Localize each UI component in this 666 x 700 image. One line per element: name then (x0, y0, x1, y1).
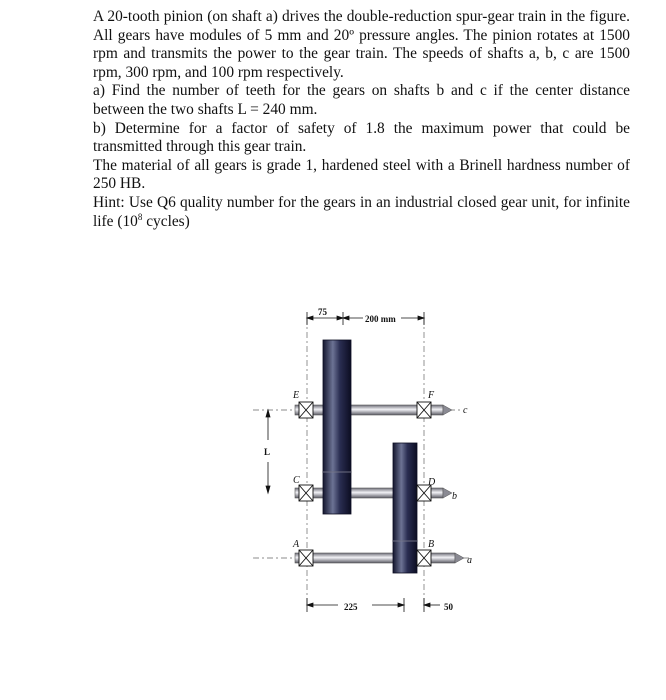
bearing-E-symbol (299, 402, 313, 418)
bearing-A-symbol (299, 550, 313, 566)
question-b: b) Determine for a factor of safety of 1.8 the maximum power that could be transmitted through this gear train. (93, 119, 630, 156)
pinion-a (393, 541, 417, 573)
bearing-C-label: C (293, 475, 300, 486)
shaft-c-label: c (463, 405, 468, 416)
dim-50-label: 50 (444, 602, 453, 612)
hint-text: Hint: Use Q6 quality number for the gears in an industrial closed gear unit, for infinite life (10 (93, 193, 630, 230)
bearing-B-symbol (417, 550, 431, 566)
dim-75-label: 75 (318, 307, 327, 317)
bottom-dimensions (307, 598, 440, 612)
shaft-b-tip (443, 488, 452, 498)
bearing-D-label: D (428, 477, 436, 488)
material-note: The material of all gears is grade 1, hardened steel with a Brinell hardness number of 250 HB. (93, 156, 630, 193)
dim-225-label: 225 (344, 602, 358, 612)
shaft-b-label: b (452, 491, 457, 502)
shaft-a-tip (455, 553, 464, 563)
bearing-A-label: A (293, 539, 300, 550)
hint-tail: cycles) (142, 212, 190, 230)
problem-intro: A 20-tooth pinion (on shaft a) drives the double-reduction spur-gear train in the figure. All gears have modules of 5 mm and 20º pressure angles. The pinion rotates at 1500 rpm and transmits the power to the gear train. The speeds of shafts a, b, c are 1500 rpm, 300 rpm, and 100 rpm respectively. (93, 8, 630, 81)
question-a: a) Find the number of teeth for the gears on shafts b and c if the center distance between the two shafts L = 240 mm. (93, 82, 630, 118)
gear-b-large (393, 443, 417, 541)
bearing-C-symbol (299, 485, 313, 501)
bearing-F-symbol (417, 402, 431, 418)
gear-b-small (323, 472, 351, 514)
dim-200-label: 200 mm (365, 314, 396, 324)
hint-exponent: 8 (137, 211, 143, 222)
bearing-B-label: B (428, 539, 435, 550)
bearing-F-label: F (428, 390, 435, 401)
dim-L-label: L (264, 447, 271, 457)
shaft-a-label: a (467, 555, 472, 566)
bearing-E-label: E (293, 390, 300, 401)
gear-c-large (323, 340, 351, 472)
shaft-c-tip (443, 405, 452, 415)
